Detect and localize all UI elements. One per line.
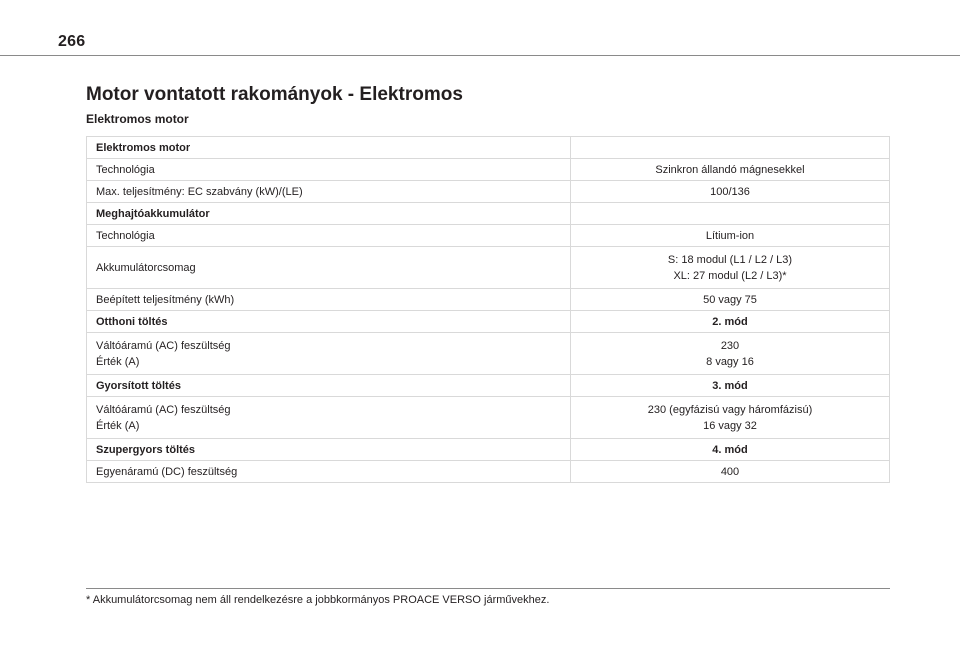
row-label-cell — [87, 137, 571, 159]
row-label-cell — [87, 181, 571, 203]
row-value: 230 — [720, 339, 740, 352]
row-label: Technológia — [96, 229, 155, 242]
row-label-cell — [87, 247, 571, 289]
row-value-cell — [571, 439, 890, 461]
row-value: S: 18 modul (L1 / L2 / L3) — [667, 253, 793, 266]
row-label-cell — [87, 397, 571, 439]
row-value: Lítium-ion — [705, 229, 755, 242]
page-title: Motor vontatott rakományok - Elektromos — [86, 84, 463, 105]
row-label: Beépített teljesítmény (kWh) — [96, 293, 235, 306]
table-row — [87, 397, 890, 439]
table-row — [87, 181, 890, 203]
row-label-cell — [87, 333, 571, 375]
row-label-cell — [87, 311, 571, 333]
row-label-cell — [87, 461, 571, 483]
row-label: Váltóáramú (AC) feszültség — [96, 339, 231, 352]
spec-table-body — [87, 137, 890, 483]
table-section-row — [87, 137, 890, 159]
row-value-cell — [571, 289, 890, 311]
row-value: 3. mód — [712, 379, 748, 392]
row-value: XL: 27 modul (L2 / L3)* — [673, 269, 787, 282]
row-label-cell — [87, 203, 571, 225]
row-value-cell — [571, 461, 890, 483]
row-label: Érték (A) — [96, 355, 140, 368]
row-label: Meghajtóakkumulátor — [96, 207, 210, 220]
row-label-cell — [87, 289, 571, 311]
table-section-row — [87, 375, 890, 397]
row-value: Szinkron állandó mágnesekkel — [655, 163, 805, 176]
row-label-cell — [87, 159, 571, 181]
row-value: 8 vagy 16 — [706, 355, 754, 368]
table-row — [87, 289, 890, 311]
page-number: 266 — [58, 33, 86, 50]
row-label: Akkumulátorcsomag — [96, 261, 196, 274]
table-row — [87, 333, 890, 375]
footnote: * Akkumulátorcsomag nem áll rendelkezésre a jobbkormányos PROACE VERSO járművekhez. — [86, 594, 550, 606]
footnote-divider — [86, 588, 890, 589]
table-row — [87, 225, 890, 247]
row-value-cell — [571, 333, 890, 375]
row-label: Gyorsított töltés — [96, 379, 181, 392]
row-value-cell — [571, 159, 890, 181]
row-value-cell — [571, 247, 890, 289]
row-label: Érték (A) — [96, 419, 140, 432]
row-value-cell — [571, 203, 890, 225]
row-value: 50 vagy 75 — [703, 293, 757, 306]
table-row — [87, 247, 890, 289]
spec-table — [86, 136, 890, 483]
row-value: 16 vagy 32 — [703, 419, 757, 432]
row-value-cell — [571, 311, 890, 333]
row-label: Otthoni töltés — [96, 315, 168, 328]
row-label: Max. teljesítmény: EC szabvány (kW)/(LE) — [96, 185, 303, 198]
row-label-cell — [87, 439, 571, 461]
row-label-cell — [87, 225, 571, 247]
table-row — [87, 461, 890, 483]
table-section-row — [87, 439, 890, 461]
table-row — [87, 159, 890, 181]
row-value-cell — [571, 137, 890, 159]
row-label: Szupergyors töltés — [96, 443, 196, 456]
row-value: 100/136 — [710, 185, 750, 198]
row-value-cell — [571, 225, 890, 247]
row-label: Technológia — [96, 163, 155, 176]
row-label: Váltóáramú (AC) feszültség — [96, 403, 231, 416]
row-value: 2. mód — [712, 315, 748, 328]
table-section-row — [87, 203, 890, 225]
row-value-cell — [571, 181, 890, 203]
row-label: Elektromos motor — [96, 141, 191, 154]
row-value: 400 — [720, 465, 740, 478]
row-value-cell — [571, 397, 890, 439]
row-value: 230 (egyfázisú vagy háromfázisú) — [647, 403, 813, 416]
section-subtitle: Elektromos motor — [86, 112, 189, 126]
row-label: Egyenáramú (DC) feszültség — [96, 465, 238, 478]
header-divider — [0, 55, 960, 56]
table-section-row — [87, 311, 890, 333]
row-value-cell — [571, 375, 890, 397]
row-label-cell — [87, 375, 571, 397]
row-value: 4. mód — [712, 443, 748, 456]
